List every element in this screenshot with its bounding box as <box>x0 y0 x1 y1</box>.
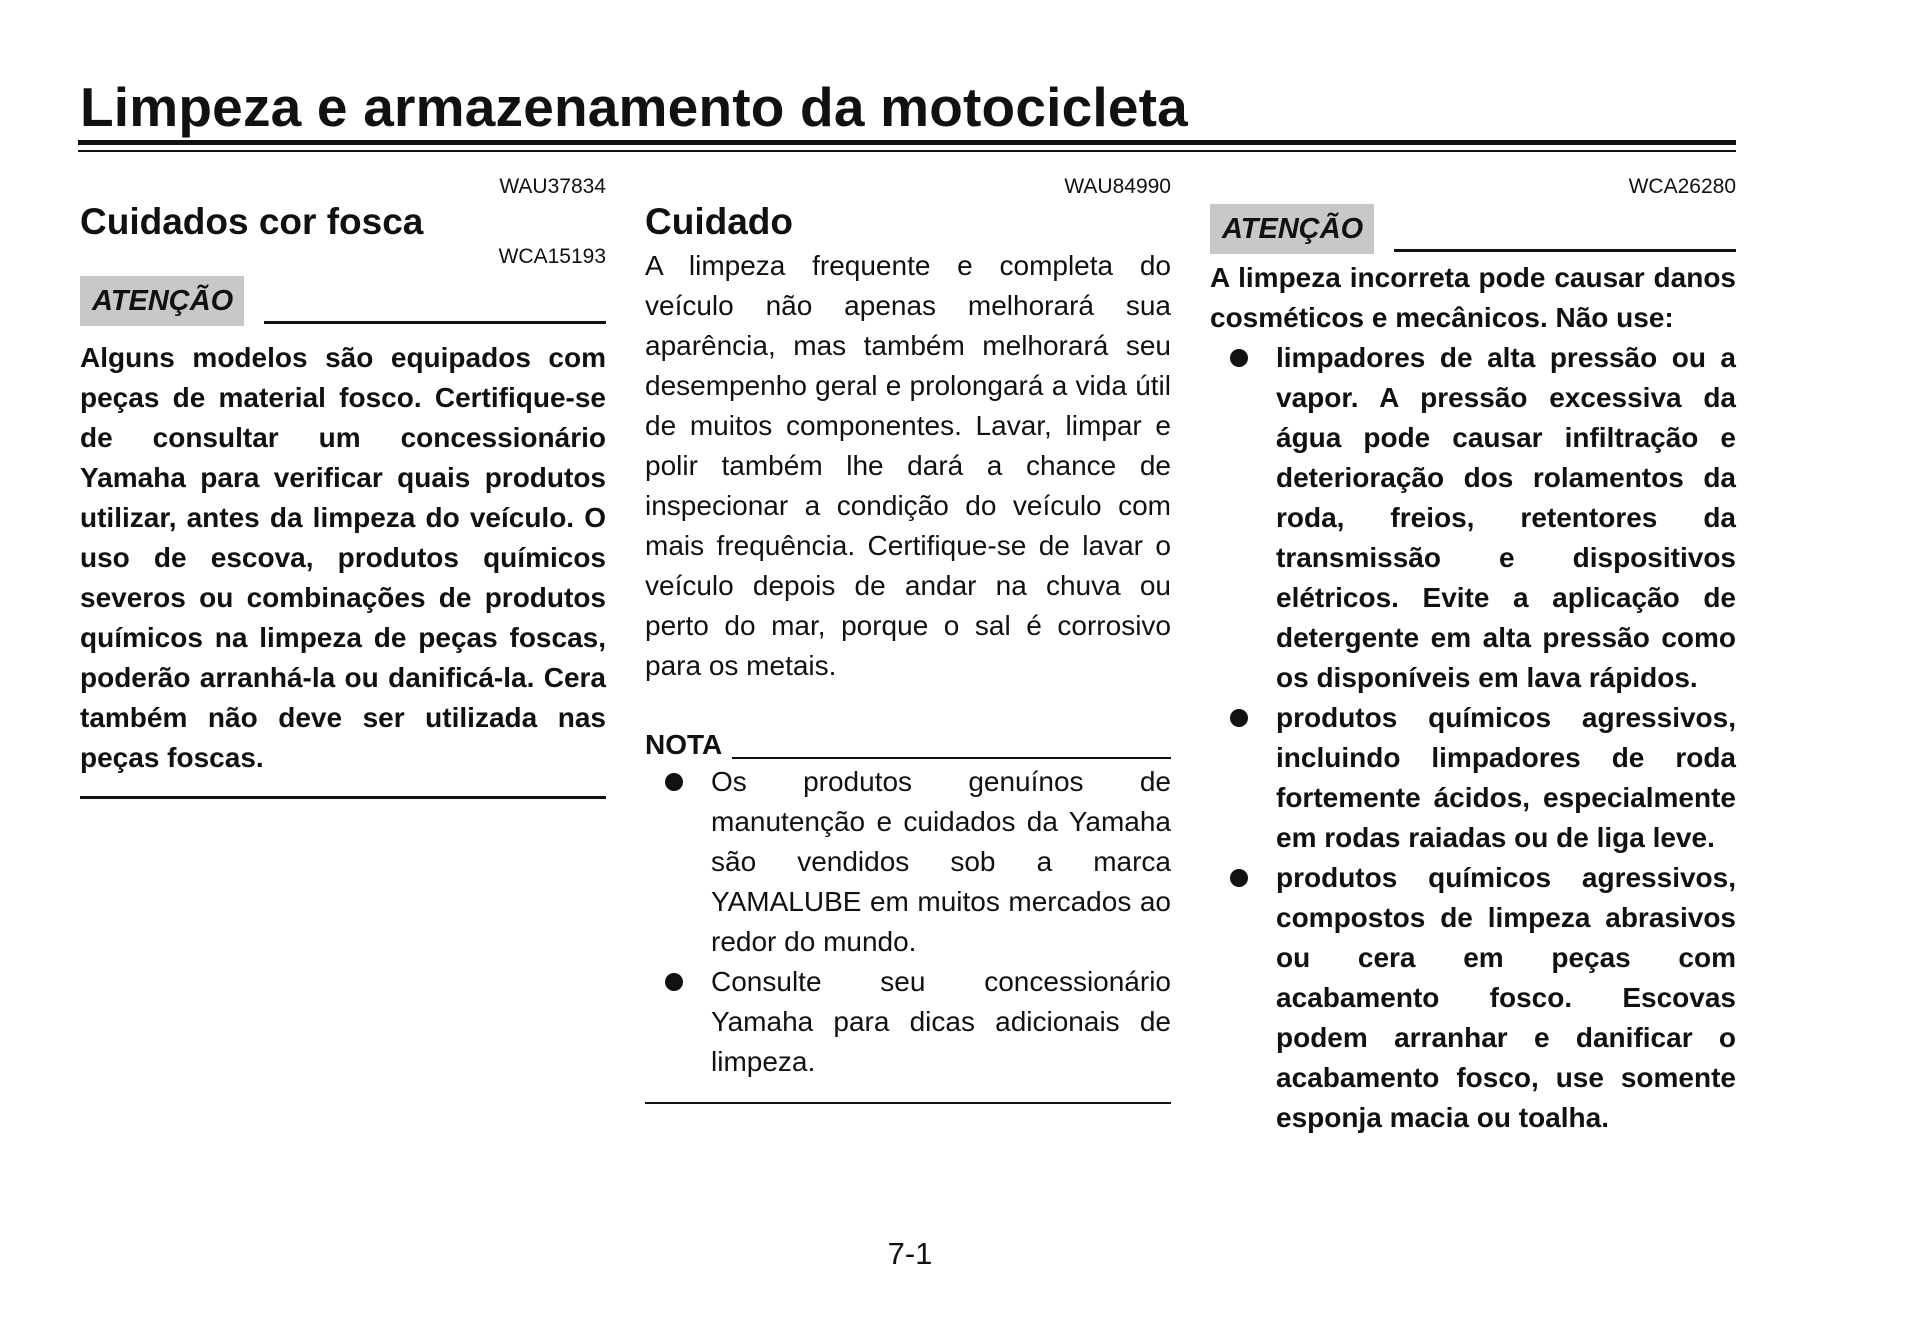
bullet-icon <box>1230 709 1248 727</box>
attention-text: Alguns modelos são equipados com peças de material fosco. Certifique-se de consultar um concessionário Yamaha para verificar quais produtos utilizar, antes da limpeza do veículo. O uso de escova, produtos químicos severos ou combinações de produtos químicos na limpeza de peças foscas, poderão arranhá-la ou danificá-la. Cera também não deve ser utilizada nas peças foscas. <box>80 342 606 773</box>
attention-rule <box>264 321 606 324</box>
attention-header <box>80 276 606 326</box>
bullet-icon <box>1230 869 1248 887</box>
page-title: Limpeza e armazenamento da motocicleta <box>80 76 1188 138</box>
note-rule <box>732 757 1171 759</box>
section-code: WAU37834 <box>499 175 606 198</box>
note-text: Consulte seu concessionário Yamaha para dicas adicionais de limpeza. <box>711 966 1171 1077</box>
warning-intro: A limpeza incorreta pode causar danos cosméticos e mecânicos. Não use: <box>1210 262 1736 333</box>
bullet-icon <box>665 773 683 791</box>
list-item <box>1210 698 1736 858</box>
cleaning-warning-section <box>1210 174 1736 1138</box>
section-end-rule <box>80 796 606 799</box>
note-end-rule <box>645 1102 1171 1104</box>
list-item <box>1210 858 1736 1138</box>
attention-code: WCA15193 <box>498 245 606 268</box>
list-item <box>645 962 1171 1082</box>
section-heading: Cuidado <box>645 201 793 242</box>
warning-item-text: produtos químicos agressivos, incluindo limpadores de roda fortemente ácidos, especialmente em rodas raiadas ou de liga leve. <box>1276 702 1736 853</box>
note-text: Os produtos genuínos de manutenção e cuidados da Yamaha são vendidos sob a marca YAMALUBE em muitos mercados ao redor do mundo. <box>711 766 1171 957</box>
warning-list <box>1210 338 1736 1138</box>
note-list <box>645 762 1171 1082</box>
section-code: WAU84990 <box>1064 175 1171 198</box>
attention-rule <box>1394 249 1736 252</box>
warning-item-text: limpadores de alta pressão ou a vapor. A pressão excessiva da água pode causar infiltração e deterioração dos rolamentos da roda, freios, retentores da transmissão e dispositivos elétricos. Evite a aplicação de detergente em alta pressão como os disponíveis em lava rápidos. <box>1276 342 1736 693</box>
title-rule-thick <box>78 140 1736 145</box>
bullet-icon <box>1230 349 1248 367</box>
note-header <box>645 728 1171 762</box>
attention-label: ATENÇÃO <box>1210 204 1374 254</box>
note-label: NOTA <box>645 729 723 760</box>
attention-code: WCA26280 <box>1628 175 1736 198</box>
page-number: 7-1 <box>887 1236 933 1271</box>
section-heading: Cuidados cor fosca <box>80 201 424 242</box>
care-section <box>645 174 1171 1104</box>
warning-item-text: produtos químicos agressivos, compostos de limpeza abrasivos ou cera em peças com acabamento fosco. Escovas podem arranhar e danificar o acabamento fosco, use somente esponja macia ou toalha. <box>1276 862 1736 1133</box>
list-item <box>645 762 1171 962</box>
matte-care-section <box>80 174 606 799</box>
title-rule-thin <box>78 150 1736 152</box>
list-item <box>1210 338 1736 698</box>
attention-label: ATENÇÃO <box>80 276 244 326</box>
bullet-icon <box>665 973 683 991</box>
attention-header <box>1210 204 1736 254</box>
care-body-text: A limpeza frequente e completa do veículo não apenas melhorará sua aparência, mas também melhorará seu desempenho geral e prolongará a vida útil de muitos componentes. Lavar, limpar e polir também lhe dará a chance de inspecionar a condição do veículo com mais frequência. Certifique-se de lavar o veículo depois de andar na chuva ou perto do mar, porque o sal é corrosivo para os metais. <box>645 250 1171 681</box>
